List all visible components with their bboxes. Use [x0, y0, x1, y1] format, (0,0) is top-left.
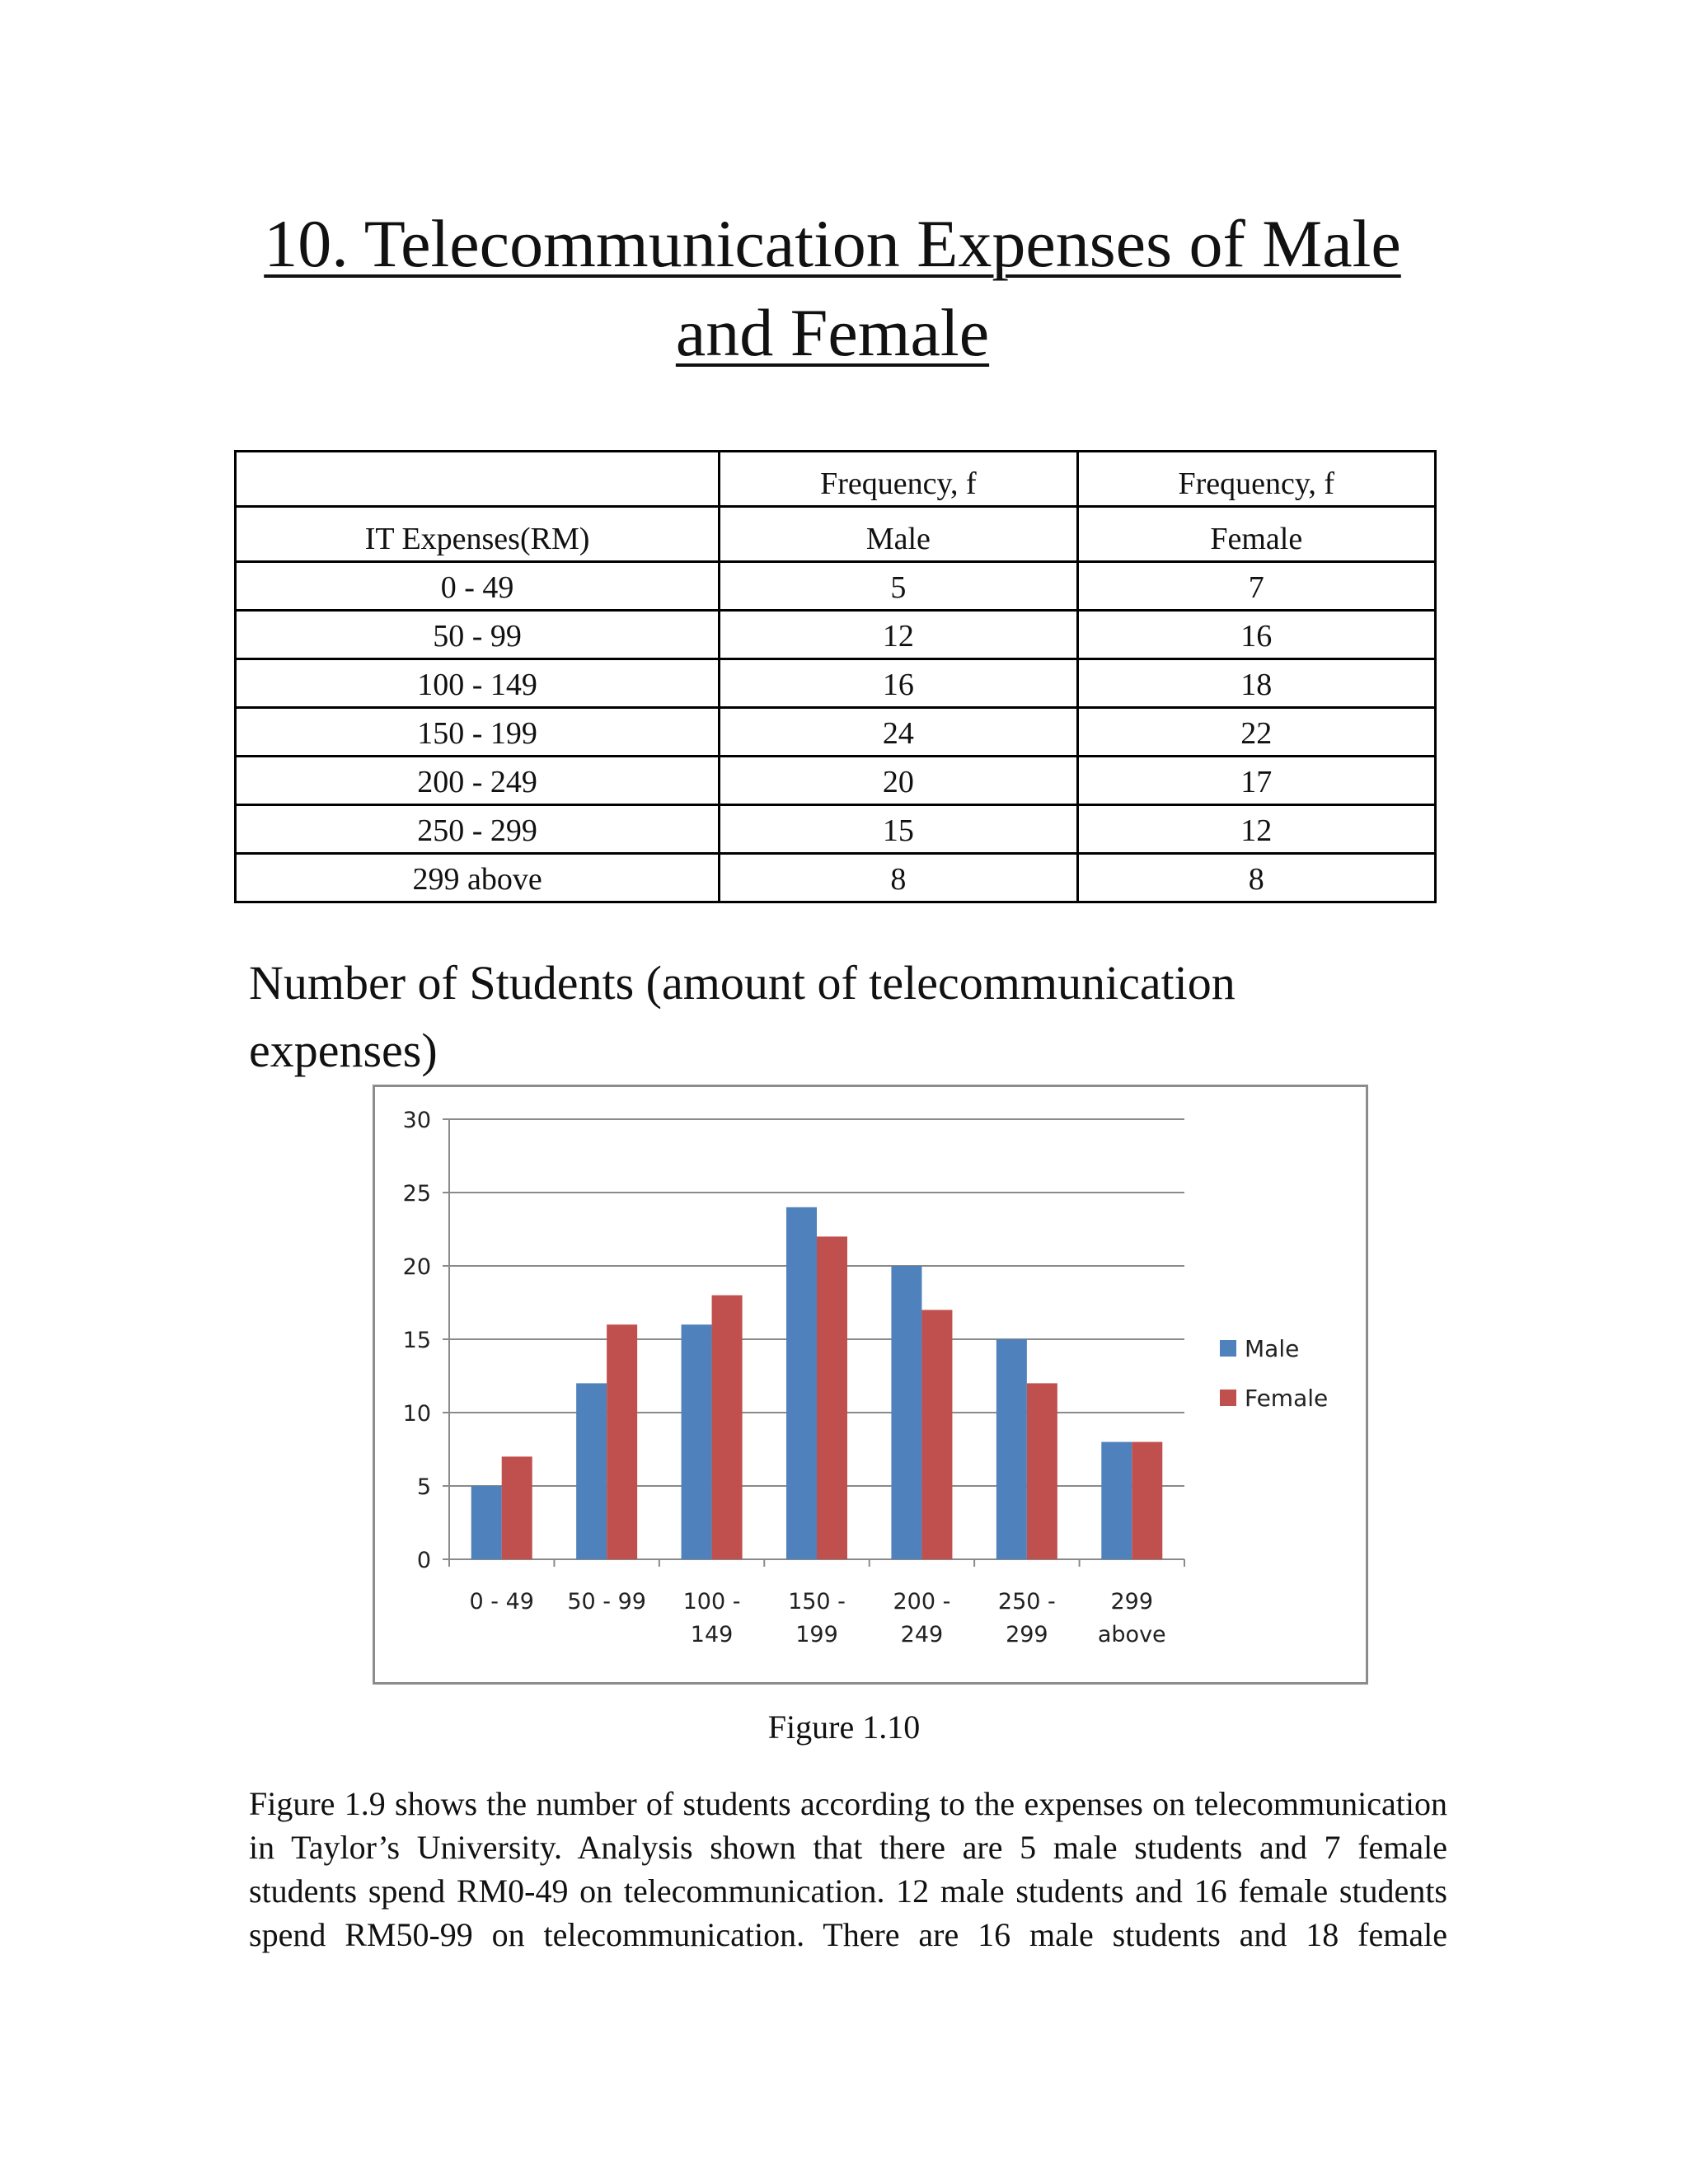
- page-title-text: 10. Telecommunication Expenses of Male and Female: [264, 206, 1401, 370]
- table-cell: Frequency, f: [1077, 452, 1435, 507]
- x-tick-label: 199: [795, 1622, 838, 1647]
- bar-female: [921, 1310, 952, 1559]
- bar-male: [682, 1324, 712, 1559]
- table-row: [236, 757, 1436, 805]
- legend-label: Female: [1245, 1385, 1329, 1412]
- y-tick-label: 20: [402, 1254, 431, 1280]
- table-cell: [236, 452, 720, 507]
- table-row: [236, 854, 1436, 902]
- table-cell: 0 - 49: [236, 562, 720, 611]
- y-tick-label: 15: [402, 1328, 431, 1353]
- bar-male: [1101, 1442, 1132, 1559]
- bar-female: [502, 1456, 532, 1559]
- x-tick-label: above: [1097, 1622, 1166, 1647]
- x-tick-label: 150 -: [788, 1589, 846, 1615]
- table-cell: 8: [1077, 854, 1435, 902]
- table-cell: Female: [1077, 507, 1435, 562]
- page-title: [247, 199, 1418, 377]
- chart-heading: Number of Students (amount of telecommunication expenses): [249, 956, 1236, 1077]
- bar-male: [891, 1266, 921, 1559]
- table-cell: 24: [720, 708, 1077, 757]
- table-cell: IT Expenses(RM): [236, 507, 720, 562]
- table-header-row: [236, 507, 1436, 562]
- table-cell: 100 - 149: [236, 659, 720, 708]
- table-cell: 12: [1077, 805, 1435, 854]
- table-cell: 17: [1077, 757, 1435, 805]
- x-tick-label: 249: [900, 1622, 944, 1647]
- x-tick-label: 250 -: [997, 1589, 1056, 1615]
- table-header-row: [236, 452, 1436, 507]
- x-tick-label: 200 -: [893, 1589, 951, 1615]
- bar-female: [607, 1324, 637, 1559]
- x-tick-label: 299: [1006, 1622, 1048, 1647]
- table-cell: 50 - 99: [236, 611, 720, 659]
- table-cell: 299 above: [236, 854, 720, 902]
- table-row: [236, 708, 1436, 757]
- chart-svg: [375, 1087, 1366, 1682]
- y-tick-label: 0: [416, 1548, 431, 1573]
- table-cell: 150 - 199: [236, 708, 720, 757]
- y-tick-label: 10: [402, 1401, 431, 1427]
- x-tick-label: 299: [1110, 1589, 1154, 1615]
- table-cell: 18: [1077, 659, 1435, 708]
- table-cell: 8: [720, 854, 1077, 902]
- table-row: [236, 611, 1436, 659]
- bar-male: [471, 1486, 502, 1559]
- bar-male: [786, 1207, 817, 1559]
- bar-female: [712, 1296, 743, 1559]
- table-cell: Male: [720, 507, 1077, 562]
- figure-caption: Figure 1.10: [767, 1708, 921, 1746]
- x-tick-label: 50 - 99: [567, 1589, 646, 1615]
- table-cell: Frequency, f: [720, 452, 1077, 507]
- table-row: [236, 562, 1436, 611]
- body-paragraph: Figure 1.9 shows the number of students according to the expenses on telecommunication in Taylor’s University. Analysis shown that there are 5 male students and 7 female students spend RM0-49 on telecommunication. 12 male students and 16 female students spend RM50-99 on telecommunication. There are 16 male students and 18 female: [249, 1785, 1447, 1953]
- table-cell: 12: [720, 611, 1077, 659]
- bar-female: [1027, 1383, 1057, 1559]
- table-row: [236, 805, 1436, 854]
- bar-chart: [373, 1085, 1368, 1685]
- table-cell: 16: [720, 659, 1077, 708]
- table-cell: 5: [720, 562, 1077, 611]
- legend-swatch: [1220, 1390, 1236, 1406]
- bar-female: [1132, 1442, 1162, 1559]
- bar-male: [576, 1383, 607, 1559]
- x-tick-label: 149: [690, 1622, 734, 1647]
- y-tick-label: 5: [416, 1474, 431, 1500]
- table-cell: 22: [1077, 708, 1435, 757]
- legend-swatch: [1220, 1340, 1236, 1357]
- table-cell: 200 - 249: [236, 757, 720, 805]
- legend-label: Male: [1245, 1335, 1300, 1362]
- y-tick-label: 25: [402, 1181, 431, 1207]
- y-tick-label: 30: [402, 1108, 431, 1133]
- table-cell: 20: [720, 757, 1077, 805]
- table-cell: 16: [1077, 611, 1435, 659]
- table-cell: 250 - 299: [236, 805, 720, 854]
- bar-female: [817, 1236, 847, 1559]
- x-tick-label: 100 -: [682, 1589, 741, 1615]
- frequency-table: [234, 450, 1437, 903]
- table-cell: 7: [1077, 562, 1435, 611]
- table-cell: 15: [720, 805, 1077, 854]
- table-row: [236, 659, 1436, 708]
- x-tick-label: 0 - 49: [469, 1589, 534, 1615]
- bar-male: [996, 1339, 1027, 1559]
